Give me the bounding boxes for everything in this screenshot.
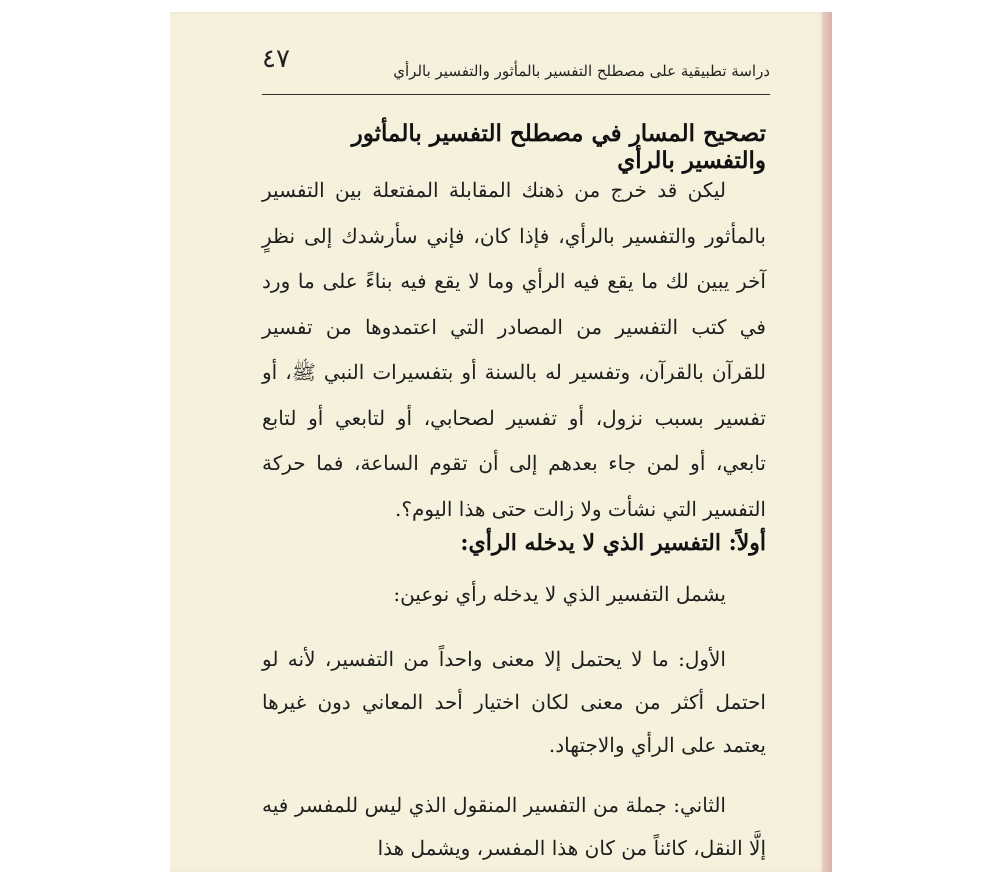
- page-edge: [822, 12, 832, 872]
- first-type-text: الأول: ما لا يحتمل إلا معنى واحداً من التفسير، لأنه لو احتمل أكثر من معنى لكان اختيار أحد المعاني دون غيرها يعتمد على الرأي والاجتهاد.: [262, 647, 766, 757]
- paragraph-text: ليكن قد خرج من ذهنك المقابلة المفتعلة بين التفسير بالمأثور والتفسير بالرأي، فإذا كان، فإني سأرشدك إلى نظرٍ آخر يبين لك ما يقع فيه الرأي وما لا يقع فيه بناءً على ما ورد في كتب التفسير من المصادر التي اعتمدوها من تفسير للقرآن بالقرآن، وتفسير له بالسنة أو بتفسيرات النبي ﷺ، أو تفسير بسبب نزول، أو تفسير لصحابي، أو لتابعي أو لتابع تابعي، أو لمن جاء بعدهم إلى أن تقوم الساعة، فما حركة التفسير التي نشأت ولا زالت حتى هذا اليوم؟.: [262, 178, 766, 521]
- subsection-heading: أولاً: التفسير الذي لا يدخله الرأي:: [460, 530, 766, 556]
- second-type-text: الثاني: جملة من التفسير المنقول الذي ليس للمفسر فيه إلَّا النقل، كائناً من كان هذا المفسر، ويشمل هذا: [262, 793, 766, 860]
- page-header: [262, 40, 770, 80]
- subsection-intro-text: يشمل التفسير الذي لا يدخله رأي نوعين:: [393, 582, 726, 606]
- body-paragraph: [262, 168, 766, 532]
- page-number: ٤٧: [262, 44, 290, 74]
- subsection-intro: [262, 580, 766, 608]
- running-title: دراسة تطبيقية على مصطلح التفسير بالمأثور والتفسير بالرأي: [393, 62, 770, 80]
- first-type-paragraph: [262, 638, 766, 767]
- section-heading: تصحيح المسار في مصطلح التفسير بالمأثور والتفسير بالرأي: [351, 120, 766, 174]
- header-divider: [262, 94, 770, 95]
- second-type-paragraph: [262, 784, 766, 870]
